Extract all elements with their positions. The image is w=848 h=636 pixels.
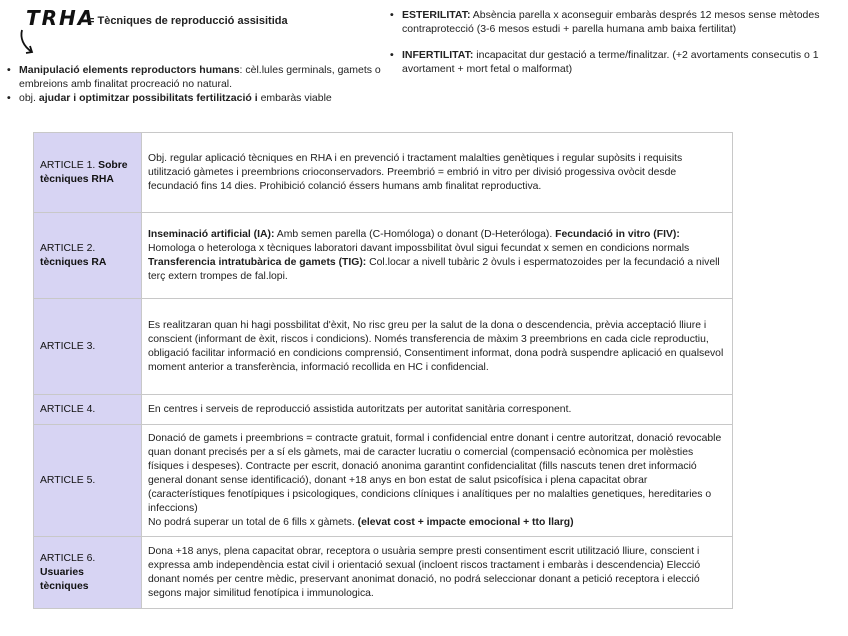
left-bullet-list bbox=[4, 63, 384, 105]
list-item: • ESTERILITAT: Absència parella x aconseguir embaràs després 12 mesos sense mètodes contraprotecció (3-6 mesos estudi + parella humana amb baixa fertilitat) bbox=[387, 8, 842, 36]
table-row bbox=[34, 213, 733, 299]
title-handwritten: TRHA bbox=[26, 6, 96, 30]
article-text: En centres i serveis de reproducció assistida autoritzats per autoritat sanitària corresponent. bbox=[142, 395, 733, 425]
list-item: • obj. ajudar i optimitzar possibilitats fertilització i embaràs viable bbox=[4, 91, 384, 105]
article-text: Dona +18 anys, plena capacitat obrar, receptora o usuària sempre presti consentiment escrit utilització lliure, conscient i expressa amb independència estat civil i orientació sexual (incloent riscos tractament i embaràs i descendencia) Elecció donant només per centre mèdic, preservant anonimat donació, no podrá seleccionar donant a petició receptora i elecció segons major similitud fenotípica i immunologica. bbox=[142, 537, 733, 609]
right-bullet-list bbox=[387, 8, 842, 88]
table-row bbox=[34, 395, 733, 425]
arrow-icon bbox=[18, 28, 40, 58]
list-item: • Manipulació elements reproductors humans: cèl.lules germinals, gamets o embreions amb finalitat procreació no natural. bbox=[4, 63, 384, 91]
table-row bbox=[34, 133, 733, 213]
article-text: Obj. regular aplicació tècniques en RHA i en prevenció i tractament malalties genètiques i regular supòsits i requisits utilització gàmetes i preembrions crioconservadors. Preembrió = embrió in vitro per divisió progessiva ovòcit desde fecundació fins 14 dies. Prohibició colanció éssers humans amb finalitat reproductiva. bbox=[142, 133, 733, 213]
table-row bbox=[34, 537, 733, 609]
article-label: ARTICLE 4. bbox=[34, 395, 142, 425]
table-row bbox=[34, 425, 733, 537]
article-label: ARTICLE 6. Usuaries tècniques bbox=[34, 537, 142, 609]
article-text: Donació de gamets i preembrions = contracte gratuit, formal i confidencial entre donant i centre autoritzat, donació revocable quan donant precisés per a sí els gàmets, mai de caracter lucratiu o comercial (compensació ecònomica per molèsties físiques i despeses). Contracte per escrit, donació anonima garantint confidencialitat (fills nascuts tenen dret informació general donant sense identificació), donant +18 anys en bon estat de salut psicofísica i plena capacitat obrar (característiques fenotípiques i psicologiques, condicions clíniques i analítiques per no malalties genetiques, hereditaries o infeccions) No podrá superar un total de 6 fills x gàmets. (elevat cost + impacte emocional + tto llarg) bbox=[142, 425, 733, 537]
title-definition: = Tècniques de reproducció assisitida bbox=[88, 15, 288, 27]
article-text: Es realitzaran quan hi hagi possbilitat d'èxit, No risc greu per la salut de la dona o descendencia, prèvia acceptació lliure i conscient (informant de èxit, riscos i condicions). Només transferencia de màxim 3 preembrions en cada cicle reproductiu, obligació facilitar informació en condicions comprensió, Consentiment informat, dona podrà suspendre aplicació en qualsevol moment anterior a transferència, informació recollida en HC i confidencial. bbox=[142, 299, 733, 395]
article-label: ARTICLE 1. Sobre tècniques RHA bbox=[34, 133, 142, 213]
article-label: ARTICLE 5. bbox=[34, 425, 142, 537]
table-row bbox=[34, 299, 733, 395]
articles-table bbox=[33, 132, 733, 609]
article-label: ARTICLE 3. bbox=[34, 299, 142, 395]
article-text: Inseminació artificial (IA): Amb semen parella (C-Homóloga) o donant (D-Heteróloga). Fecundació in vitro (FIV): Homologa o heterologa x tècniques laboratori davant impossbilitat òvul sigui fecundat x semen en condicions normalsTransferencia intratubàrica de gamets (TIG): Col.locar a nivell tubàric 2 òvuls i espermatozoides per la fecundació a nivell terç extern trompes de fal.lopi. bbox=[142, 213, 733, 299]
article-label: ARTICLE 2. tècniques RA bbox=[34, 213, 142, 299]
list-item: • INFERTILITAT: incapacitat dur gestació a terme/finalitzar. (+2 avortaments consecutis o 1 avortament + mort fetal o malformat) bbox=[387, 48, 842, 76]
